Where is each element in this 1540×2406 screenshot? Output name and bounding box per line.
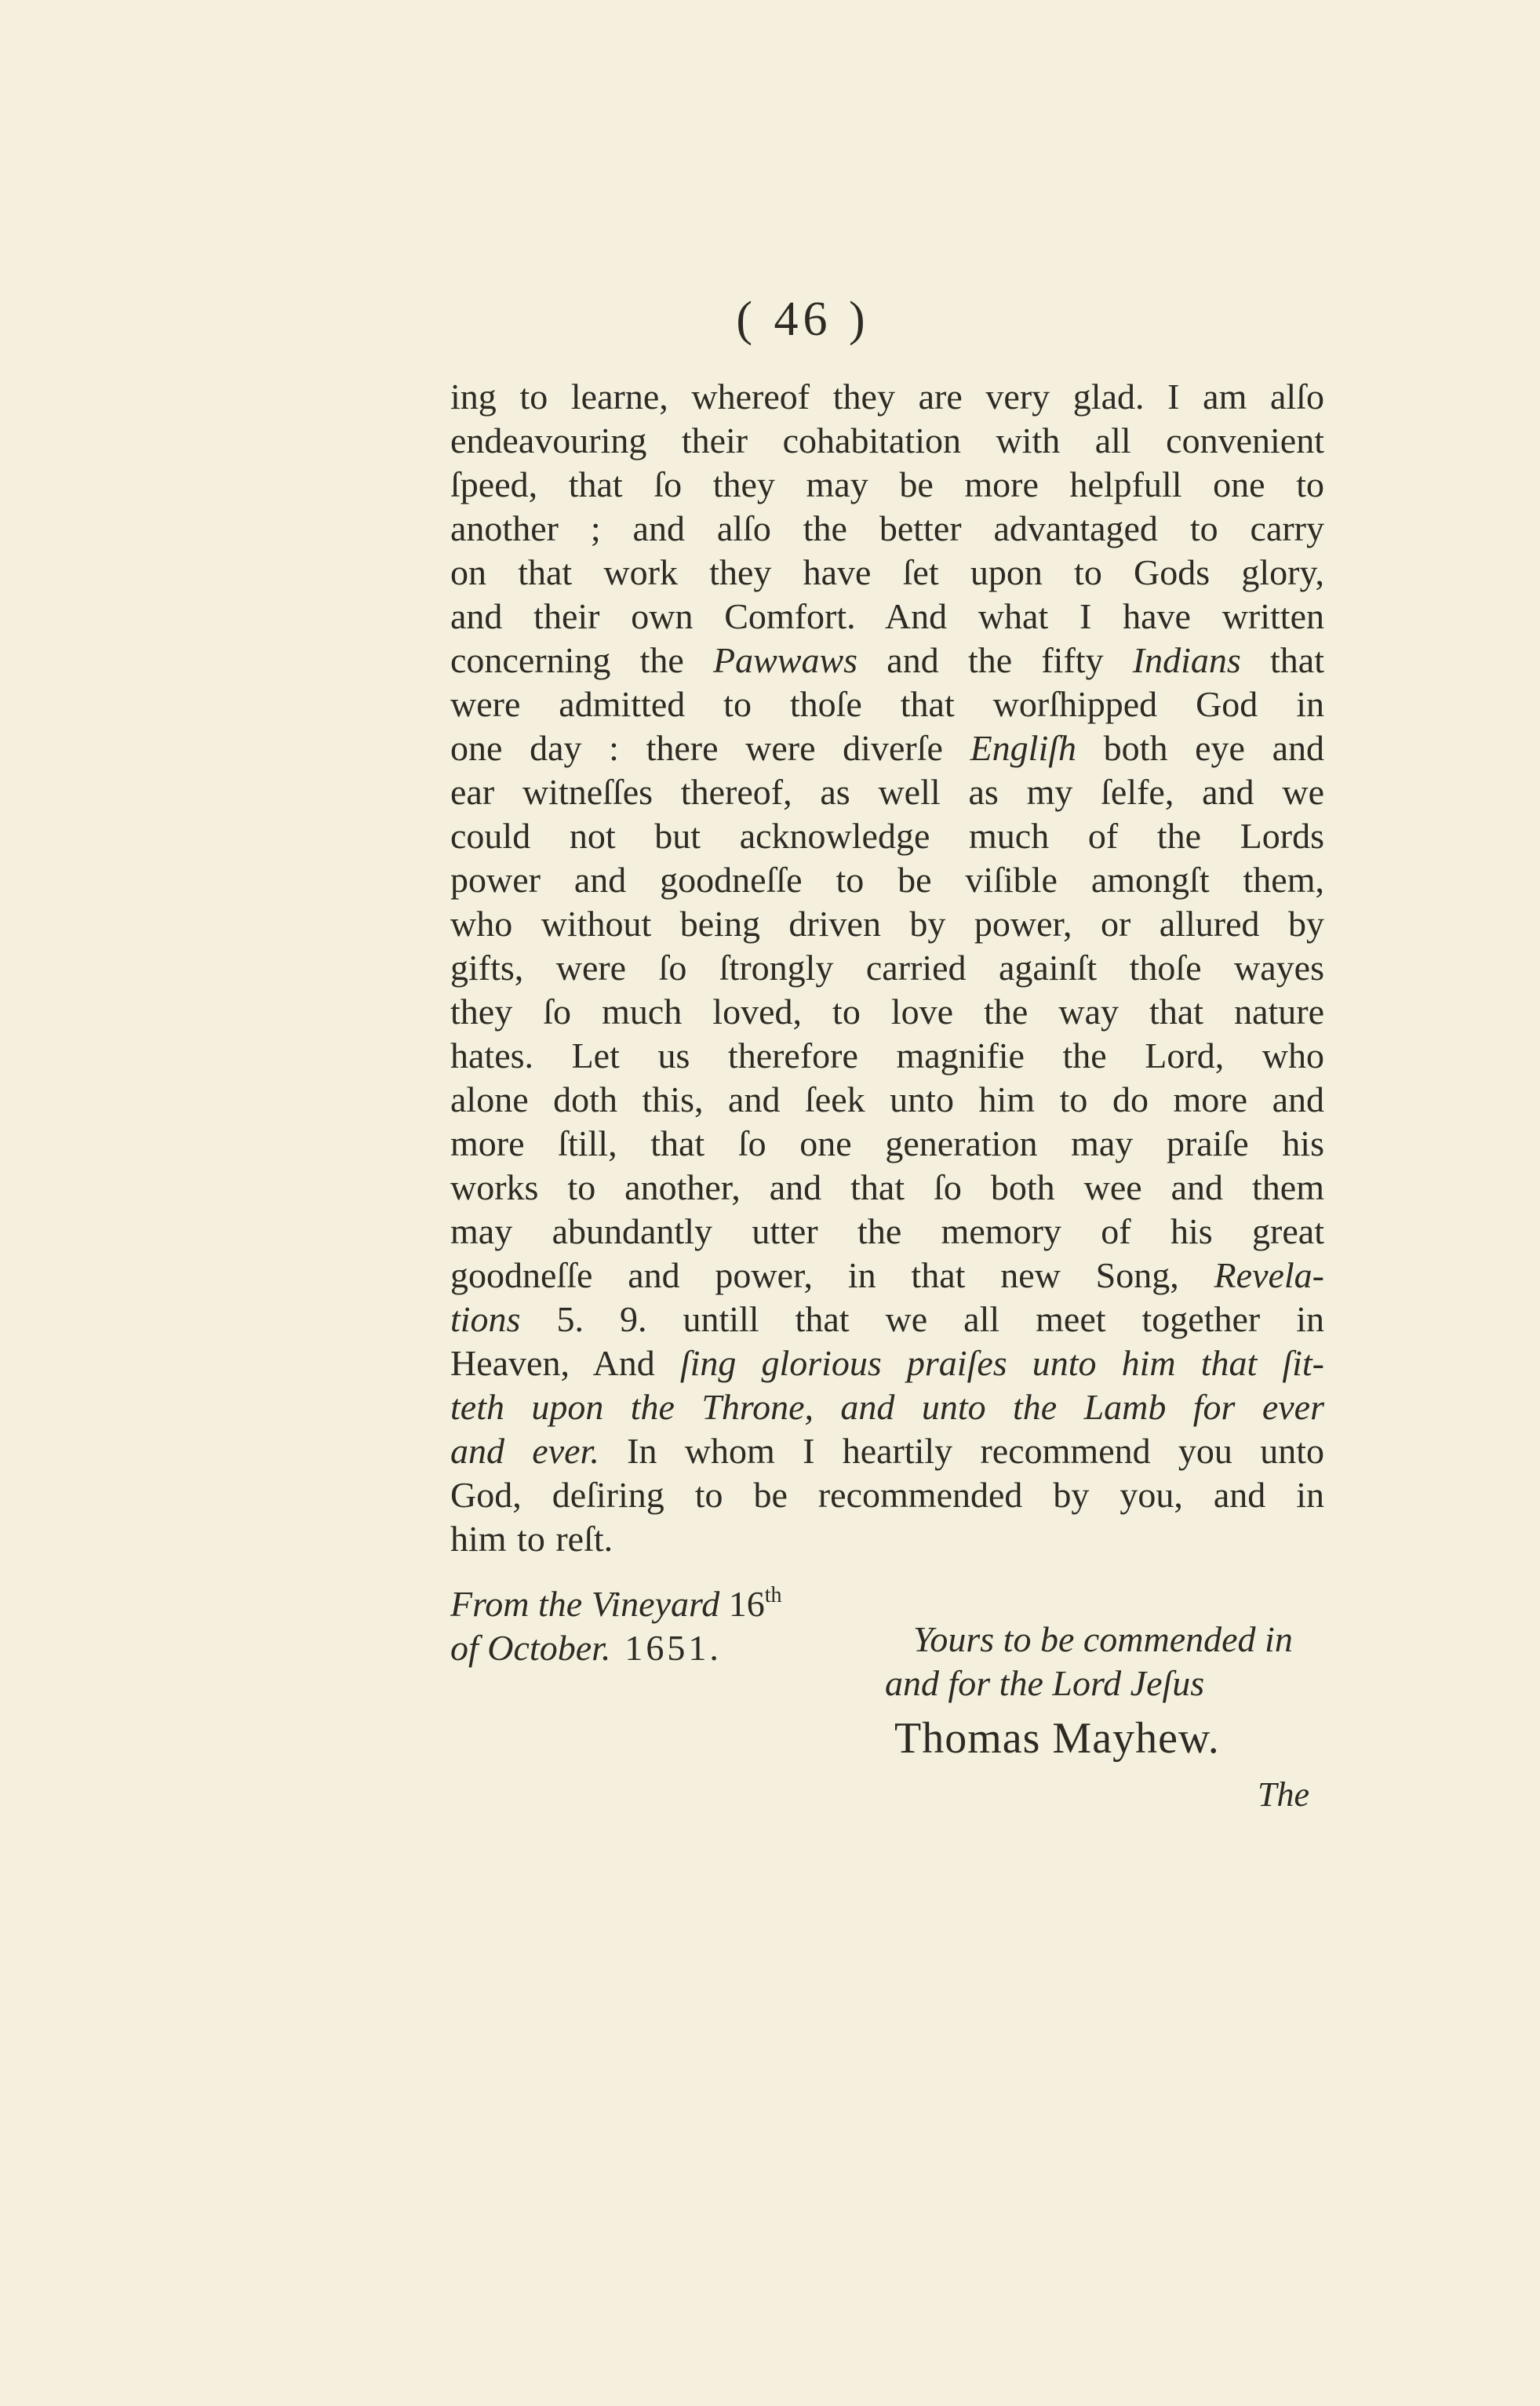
text-segment: ear witneſſes thereof, as well as my ſelfe, and we xyxy=(450,772,1324,812)
text-line xyxy=(450,639,1324,682)
text-segment: were admitted to thoſe that worſhipped God in xyxy=(450,684,1324,724)
text-segment: who without being driven by power, or allured by xyxy=(450,904,1324,944)
text-segment: power and goodneſſe to be viſible amongſt them, xyxy=(450,860,1324,900)
text-segment: that xyxy=(1240,640,1325,680)
text-segment: more ſtill, that ſo one generation may praiſe his xyxy=(450,1123,1324,1163)
text-segment: may abundantly utter the memory of his great xyxy=(450,1211,1324,1251)
dateline xyxy=(450,1574,781,1670)
dateline-year: 1651. xyxy=(624,1628,722,1668)
text-segment: concerning the xyxy=(450,640,714,680)
text-line xyxy=(450,1517,1324,1561)
text-line xyxy=(450,507,1324,551)
text-line xyxy=(450,1078,1324,1122)
text-segment: gifts, were ſo ſtrongly carried againſt thoſe wayes xyxy=(450,948,1324,988)
text-segment: alone doth this, and ſeek unto him to do more and xyxy=(450,1079,1324,1119)
text-line xyxy=(450,1429,1324,1473)
text-line xyxy=(450,1034,1324,1078)
text-segment: and their own Comfort. And what I have written xyxy=(450,596,1324,636)
dateline-place: From the Vineyard xyxy=(450,1584,720,1624)
text-segment: and the fifty xyxy=(857,640,1133,680)
dateline-day: 16 xyxy=(728,1584,765,1624)
text-line xyxy=(450,946,1324,990)
text-line xyxy=(450,990,1324,1034)
text-line xyxy=(450,682,1324,726)
italic-text: tions xyxy=(450,1299,521,1339)
text-segment: him to reſt. xyxy=(450,1519,613,1559)
page-number: ( 46 ) xyxy=(736,293,870,346)
text-line xyxy=(450,463,1324,507)
text-segment: works to another, and that ſo both wee and them xyxy=(450,1167,1324,1207)
text-segment: could not but acknowledge much of the Lords xyxy=(450,816,1324,856)
italic-text: Indians xyxy=(1132,640,1241,680)
text-line xyxy=(450,1341,1324,1385)
text-segment: they ſo much loved, to love the way that nature xyxy=(450,992,1324,1032)
text-line xyxy=(450,858,1324,902)
text-line xyxy=(450,375,1324,419)
text-line xyxy=(450,1210,1324,1254)
text-line xyxy=(450,1166,1324,1210)
text-segment: God, deſiring to be recommended by you, and in xyxy=(450,1475,1324,1515)
text-line xyxy=(450,1122,1324,1166)
text-segment: another ; and alſo the better advantaged to carry xyxy=(450,508,1324,548)
valediction xyxy=(885,1618,1293,1705)
text-segment: ing to learne, whereof they are very glad. I am alſo xyxy=(450,377,1324,417)
text-segment: endeavouring their cohabitation with all convenient xyxy=(450,420,1324,460)
text-segment: goodneſſe and power, in that new Song, xyxy=(450,1255,1214,1295)
text-line xyxy=(450,726,1324,770)
text-line xyxy=(450,1254,1324,1298)
text-segment: 5. 9. untill that we all meet together in xyxy=(520,1299,1324,1339)
body-text xyxy=(450,375,1324,1561)
text-line xyxy=(450,1473,1324,1517)
text-segment: one day : there were diverſe xyxy=(450,728,970,768)
text-segment: on that work they have ſet upon to Gods glory, xyxy=(450,552,1324,592)
text-line xyxy=(450,419,1324,463)
text-line xyxy=(450,551,1324,595)
text-line xyxy=(450,814,1324,858)
signature: Thomas Mayhew. xyxy=(894,1714,1220,1763)
italic-text: Revela- xyxy=(1214,1255,1324,1295)
italic-text: teth upon the Throne, and unto the Lamb for ever xyxy=(450,1387,1324,1427)
text-line xyxy=(450,1385,1324,1429)
text-segment: ſpeed, that ſo they may be more helpfull one to xyxy=(450,464,1324,504)
text-line xyxy=(450,770,1324,814)
italic-text: Pawwaws xyxy=(713,640,858,680)
italic-text: and ever. xyxy=(450,1431,599,1471)
text-line xyxy=(450,902,1324,946)
text-segment: both eye and xyxy=(1076,728,1325,768)
dateline-month: of October. xyxy=(450,1628,611,1668)
dateline-day-suffix: th xyxy=(764,1583,782,1607)
italic-text: ſing glorious praiſes unto him that ſit- xyxy=(679,1343,1324,1383)
valediction-line-2: and for the Lord Jeſus xyxy=(885,1663,1205,1703)
text-segment: Heaven, And xyxy=(450,1343,680,1383)
text-line xyxy=(450,1298,1324,1341)
italic-text: Engliſh xyxy=(970,728,1077,768)
text-segment: hates. Let us therefore magnifie the Lord, who xyxy=(450,1036,1324,1076)
dateline-row-2 xyxy=(450,1626,781,1670)
dateline-row-1 xyxy=(450,1574,781,1626)
text-segment: In whom I heartily recommend you unto xyxy=(599,1431,1324,1471)
text-line xyxy=(450,595,1324,639)
valediction-line-1: Yours to be commended in xyxy=(913,1619,1293,1659)
catchword: The xyxy=(1258,1775,1309,1814)
